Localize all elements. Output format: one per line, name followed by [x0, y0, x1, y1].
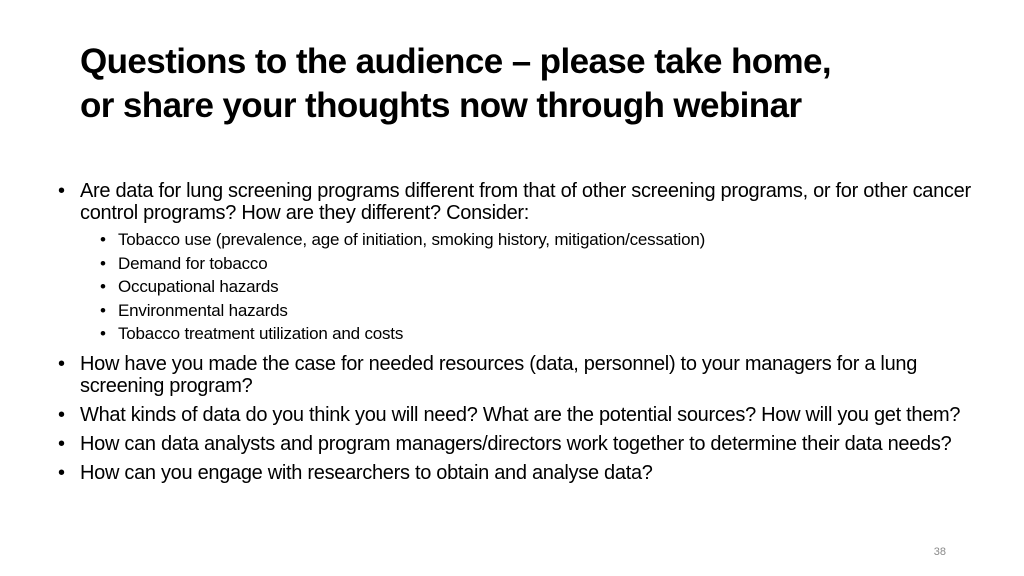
- bullet-icon: •: [58, 461, 65, 484]
- sub-bullet-text: Environmental hazards: [118, 300, 288, 320]
- bullet-text: What kinds of data do you think you will need? What are the potential sources? How will you get them?: [80, 403, 961, 426]
- sub-bullet-item: [80, 299, 978, 323]
- page-number: 38: [933, 546, 946, 558]
- bullet-item: [58, 462, 978, 484]
- sub-bullet-list: [80, 228, 978, 346]
- title-line: or share your thoughts now through webinar: [80, 86, 802, 125]
- sub-bullet-text: Tobacco use (prevalence, age of initiation, smoking history, mitigation/cessation): [118, 230, 706, 249]
- sub-bullet-text: Demand for tobacco: [118, 253, 268, 273]
- sub-bullet-item: [80, 275, 978, 299]
- sub-bullet-item: [80, 322, 978, 346]
- sub-bullet-text: Occupational hazards: [118, 277, 279, 296]
- title-line: Questions to the audience – please take home,: [80, 42, 832, 81]
- bullet-text: How have you made the case for needed resources (data, personnel) to your managers for a lung screening program?: [80, 352, 918, 397]
- bullet-icon: •: [58, 403, 65, 426]
- bullet-text: How can you engage with researchers to obtain and analyse data?: [80, 461, 653, 484]
- bullet-icon: •: [58, 432, 65, 455]
- bullet-text: How can data analysts and program managers/directors work together to determine their data needs?: [80, 432, 952, 455]
- bullet-item: [58, 404, 978, 426]
- bullet-icon: •: [100, 253, 106, 273]
- bullet-item: [58, 353, 978, 397]
- bullet-icon: •: [100, 230, 106, 249]
- slide-title: [80, 40, 980, 128]
- sub-bullet-item: [80, 228, 978, 252]
- sub-bullet-item: [80, 252, 978, 276]
- bullet-icon: •: [100, 300, 106, 320]
- sub-bullet-text: Tobacco treatment utilization and costs: [118, 324, 404, 343]
- bullet-item: [58, 433, 978, 455]
- bullet-icon: •: [100, 324, 106, 343]
- bullet-text: Are data for lung screening programs different from that of other screening programs, or for other cancer control programs? How are they different? Consider:: [80, 180, 971, 224]
- bullet-item: [58, 180, 978, 346]
- bullet-icon: •: [58, 352, 65, 375]
- bullet-list: [58, 180, 978, 491]
- bullet-icon: •: [58, 180, 65, 202]
- bullet-icon: •: [100, 277, 106, 296]
